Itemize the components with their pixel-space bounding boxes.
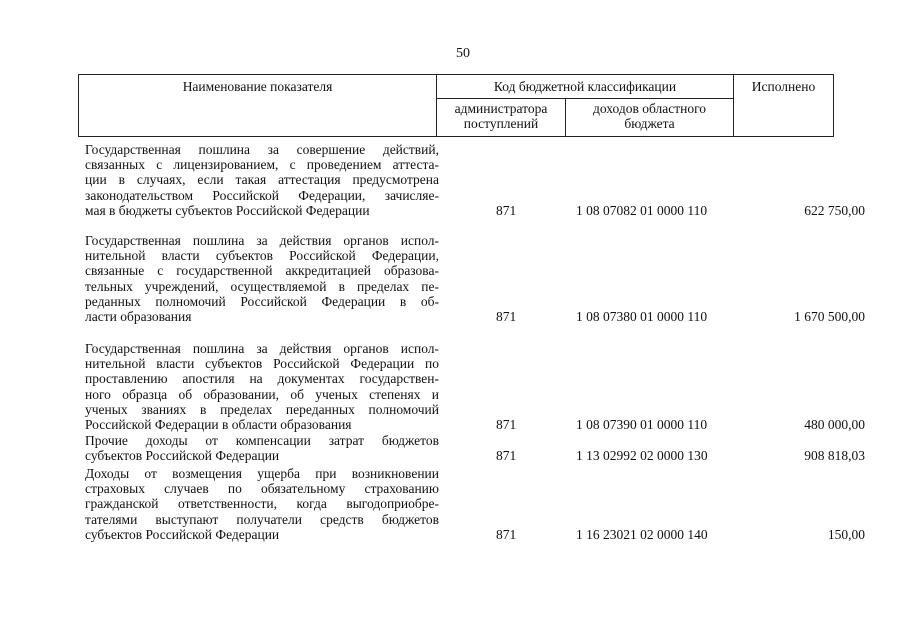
indicator-name-line: мая в бюджеты субъектов Российской Федерации — [85, 202, 370, 218]
indicator-name-line: Доходы от возмещения ущерба при возникновении — [85, 466, 439, 481]
indicator-name-line: реданных полномочий Российской Федерации в об- — [85, 293, 439, 309]
indicator-name-line: гражданской ответственности, когда выгодоприобре- — [85, 496, 439, 512]
budget-classification-code: 1 16 23021 02 0000 140 — [576, 526, 708, 542]
indicator-name-line: связанных с лицензированием, с проведением аттеста- — [85, 157, 439, 173]
header-income-line: доходов областного — [592, 101, 707, 116]
executed-amount: 908 818,03 — [804, 448, 865, 464]
executed-amount: 622 750,00 — [804, 202, 865, 218]
header-income-label — [565, 101, 734, 131]
indicator-name-line: Государственная пошлина за действия органов испол- — [85, 341, 439, 356]
indicator-name-line: проставлению апостиля на документах государствен- — [85, 371, 439, 387]
indicator-name-line: Государственная пошлина за совершение действий, — [85, 142, 439, 157]
table-header — [78, 74, 834, 137]
header-name-label: Наименование показателя — [182, 79, 333, 94]
indicator-name-line: нительной власти субъектов Российской Федерации, — [85, 248, 439, 264]
header-income-line: бюджета — [624, 116, 675, 131]
header-code-group-label: Код бюджетной классификации — [493, 79, 677, 94]
indicator-name-line: ласти образования — [85, 309, 192, 325]
indicator-name-line: субъектов Российской Федерации — [85, 526, 280, 542]
indicator-name-line: тателями выступают получатели средств бюджетов — [85, 511, 439, 527]
admin-code: 871 — [496, 309, 517, 324]
page-number: 50 — [456, 46, 470, 61]
header-admin-line: поступлений — [463, 116, 539, 131]
indicator-name-line: Государственная пошлина за действия органов испол- — [85, 233, 439, 248]
indicator-name-line: связанные с государственной аккредитацией образова- — [85, 263, 439, 279]
budget-classification-code: 1 08 07380 01 0000 110 — [576, 309, 708, 324]
indicator-name — [85, 142, 439, 218]
indicator-name-line: нительной власти субъектов Российской Федерации по — [85, 356, 439, 372]
budget-classification-code: 1 08 07390 01 0000 110 — [576, 417, 708, 432]
header-admin-line: администратора — [454, 101, 548, 116]
admin-code: 871 — [496, 202, 517, 218]
indicator-name — [85, 466, 439, 542]
admin-code: 871 — [496, 448, 517, 464]
header-executed-label: Исполнено — [751, 79, 816, 94]
indicator-name-line: Прочие доходы от компенсации затрат бюджетов — [85, 433, 439, 448]
budget-classification-code: 1 08 07082 01 0000 110 — [576, 202, 708, 218]
budget-classification-code: 1 13 02992 02 0000 130 — [576, 448, 708, 464]
indicator-name-line: ученых званиях в пределах переданных полномочий — [85, 401, 439, 417]
indicator-name — [85, 233, 439, 324]
indicator-name — [85, 433, 439, 463]
indicator-name-line: страховых случаев по обязательному страхованию — [85, 481, 439, 497]
header-admin-label — [436, 101, 566, 131]
indicator-name-line: ции в случаях, если такая аттестация предусмотрена — [85, 172, 439, 188]
indicator-name-line: ного образца об образовании, об ученых степенях и — [85, 386, 439, 402]
executed-amount: 150,00 — [827, 526, 865, 542]
indicator-name-line: тельных учреждений, осуществляемой в пределах пе- — [85, 278, 439, 294]
indicator-name-line: законодательством Российской Федерации, зачисляе- — [85, 187, 439, 203]
admin-code: 871 — [496, 526, 517, 542]
executed-amount: 480 000,00 — [804, 417, 865, 432]
indicator-name-line: Российской Федерации в области образования — [85, 417, 352, 433]
indicator-name-line: субъектов Российской Федерации — [85, 448, 280, 464]
indicator-name — [85, 341, 439, 432]
executed-amount: 1 670 500,00 — [794, 309, 865, 324]
admin-code: 871 — [496, 417, 517, 432]
